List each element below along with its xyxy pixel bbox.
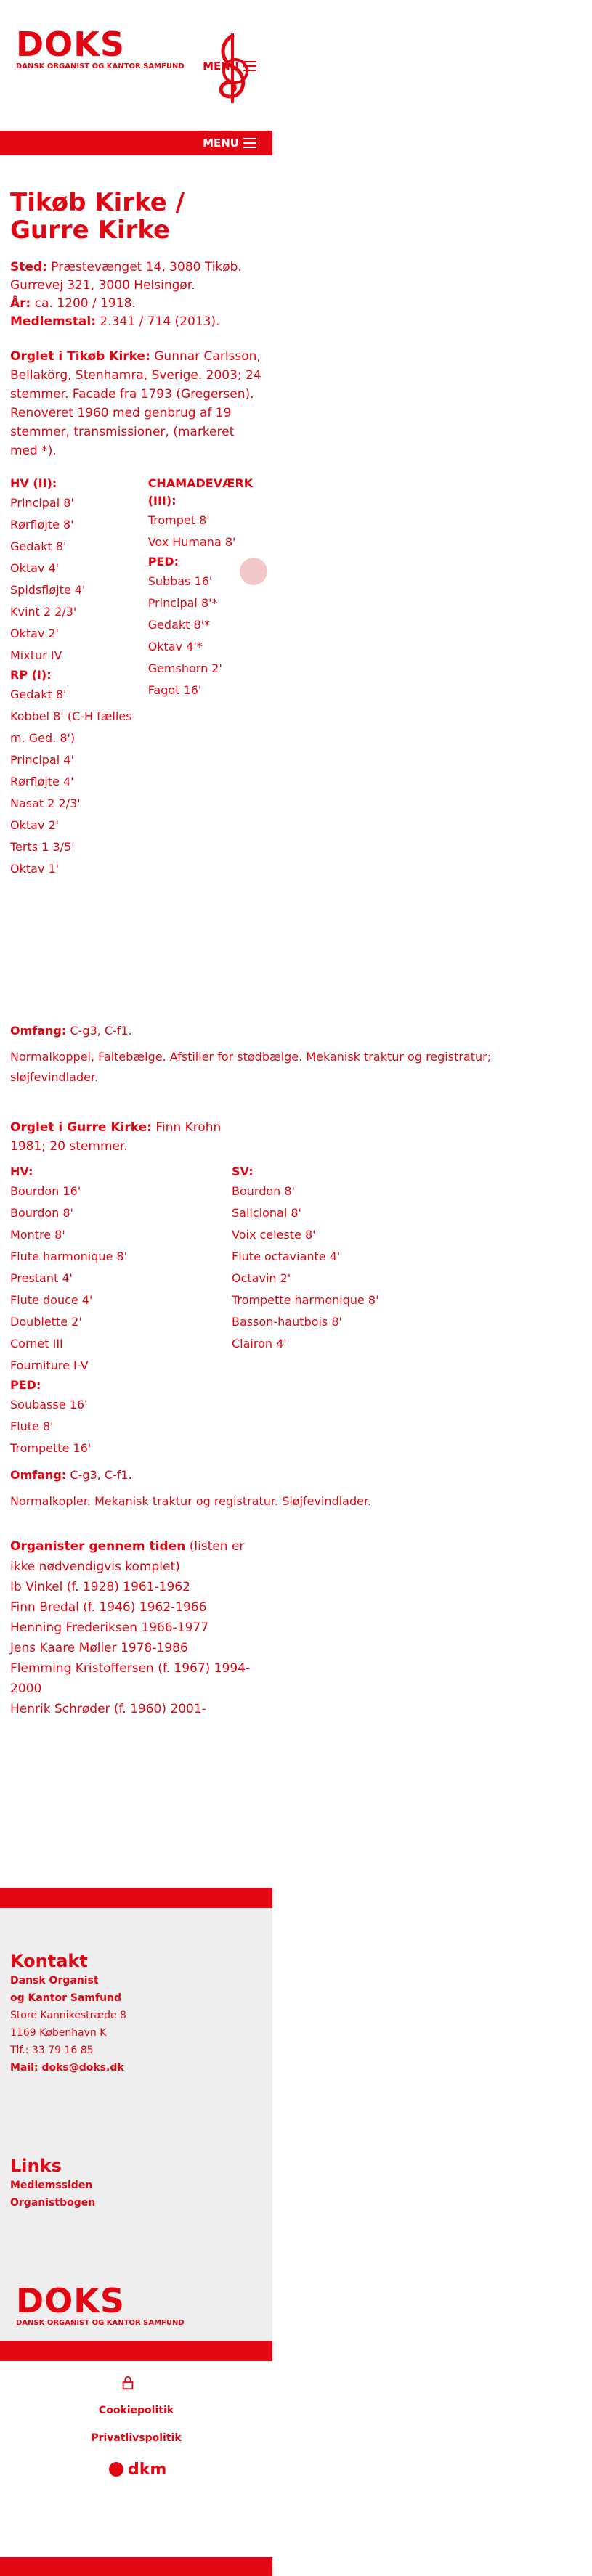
- stop: Trompet 8': [147, 513, 210, 527]
- main-content: [10, 189, 264, 880]
- organist-item: Finn Bredal (f. 1946) 1962-1966: [10, 1600, 207, 1615]
- footer-bottom-bar: [0, 2341, 272, 2361]
- legal-footer: [0, 2361, 272, 2557]
- stop: Flute harmonique 8': [10, 1250, 127, 1263]
- menu-button[interactable]: [203, 60, 256, 73]
- stop: Salicional 8': [232, 1206, 301, 1220]
- stop: Oktav 1': [10, 862, 60, 876]
- org-name-line1: Dansk Organist: [10, 1975, 99, 1986]
- header-icons: [214, 10, 262, 29]
- tikob-stoplist: [10, 475, 264, 880]
- tikob-mechanics-note: Normalkoppel, Faltebælge. Afstiller for stødbælge. Mekanisk traktur og registratur; sløjfevindlader.: [10, 1050, 492, 1084]
- stop: Oktav 2': [10, 627, 60, 640]
- search-icon[interactable]: [243, 10, 262, 29]
- stop: Subbas 16': [147, 574, 213, 588]
- stop: Flute 8': [10, 1419, 54, 1433]
- gurre-mechanics-note: Normalkopler. Mekanisk traktur og registratur. Sløjfevindlader.: [10, 1494, 372, 1508]
- division-hv: HV: Bourdon 16' Bourdon 8' Montre 8' Flute harmonique 8' Prestant 4' Flute douce 4' Doublette 2' Cornet III Fourniture I-V: [10, 1163, 232, 1377]
- organist-item: Ib Vinkel (f. 1928) 1961-1962: [10, 1580, 190, 1594]
- cookie-policy-link[interactable]: Cookiepolitik: [98, 2405, 174, 2416]
- dkm-dot-icon: [109, 2462, 123, 2477]
- stop: Spidsfløjte 4': [10, 583, 86, 597]
- org-name-line2: og Kantor Samfund: [10, 1992, 122, 2004]
- organists-section: [10, 1536, 272, 1719]
- tikob-stops-left: [10, 475, 148, 880]
- stop: Flute douce 4': [10, 1293, 93, 1307]
- division-ped: PED: Soubasse 16' Flute 8' Trompette 16': [10, 1377, 232, 1459]
- stop: Mixtur IV: [10, 648, 62, 662]
- gurre-stoplist: [10, 1163, 584, 1459]
- stop: Bourdon 16': [10, 1184, 81, 1198]
- address-line2: 1169 København K: [10, 2027, 107, 2039]
- page-title: Tikøb Kirke / Gurre Kirke: [10, 188, 185, 245]
- scroll-indicator[interactable]: [240, 558, 267, 585]
- gurre-range-note: Omfang: C-g3, C-f1.: [10, 1468, 132, 1482]
- division-sv: SV: Bourdon 8' Salicional 8' Voix celeste 8' Flute octaviante 4' Octavin 2' Trompette harmonique 8' Basson-hautbois 8' Clairon 4': [232, 1163, 450, 1355]
- stop: Voix celeste 8': [232, 1228, 316, 1242]
- division-hv-ii: HV (II): Principal 8' Rørfløjte 8' Gedakt 8' Oktav 4' Spidsfløjte 4' Kvint 2 2/3' Oktav 2' Mixtur IV: [10, 475, 148, 667]
- footer-contact: [10, 1950, 257, 2076]
- stop: Gemshorn 2': [147, 661, 222, 675]
- organist-item: Henrik Schrøder (f. 1960) 2001-: [10, 1702, 206, 1716]
- stop: Principal 4': [10, 753, 74, 767]
- page-column: [0, 0, 272, 876]
- info-members: Medlemstal: 2.341 / 714 (2013).: [10, 314, 220, 329]
- gurre-stops-right: [232, 1163, 450, 1459]
- hamburger-icon: [243, 61, 256, 71]
- logo-wordmark: DOKS: [16, 25, 126, 64]
- stop: Gedakt 8': [10, 688, 67, 701]
- organist-item: Jens Kaare Møller 1978-1986: [10, 1641, 188, 1655]
- stop: Nasat 2 2/3': [10, 796, 81, 810]
- dkm-logo[interactable]: [109, 2458, 174, 2480]
- stop: Octavin 2': [232, 1271, 291, 1285]
- stop: Bourdon 8': [232, 1184, 295, 1198]
- info-year: År: ca. 1200 / 1918.: [10, 296, 136, 311]
- gurre-organ-section: [10, 1118, 584, 1719]
- stop: Montre 8': [10, 1228, 65, 1242]
- lock-icon[interactable]: [214, 10, 233, 29]
- menu-bar: [0, 131, 272, 155]
- church-info: [10, 258, 264, 331]
- stop: Doublette 2': [10, 1315, 82, 1329]
- division-ped: PED: Subbas 16' Principal 8'* Gedakt 8'* Oktav 4'* Gemshorn 2' Fagot 16': [148, 553, 264, 701]
- tikob-organ-intro: Orglet i Tikøb Kirke: Gunnar Carlsson, Bellakörg, Stenhamra, Sverige. 2003; 24 stemmer. Facade fra 1793 (Gregersen). Renoveret 1960 med genbrug af 19 stemmer, transmissioner, (markeret med *).: [10, 349, 261, 458]
- mail-link[interactable]: Mail: doks@doks.dk: [10, 2062, 124, 2074]
- site-header: [0, 0, 272, 150]
- info-location: Sted: Præstevænget 14, 3080 Tikøb. Gurrevej 321, 3000 Helsingør.: [10, 260, 242, 293]
- organist-item: Henning Frederiksen 1966-1977: [10, 1621, 209, 1635]
- stop: Gedakt 8'*: [147, 618, 211, 632]
- dkm-label: dkm: [128, 2460, 167, 2479]
- stop: Principal 8'*: [147, 596, 218, 610]
- stop: Rørfløjte 8': [10, 518, 74, 531]
- gurre-stops-left: [10, 1163, 232, 1459]
- stop: Bourdon 8': [10, 1206, 73, 1220]
- privacy-policy-link[interactable]: Privatlivspolitik: [91, 2432, 182, 2444]
- gurre-organ-intro: Orglet i Gurre Kirke: Finn Krohn 1981; 20 stemmer.: [10, 1120, 222, 1154]
- division-rp-i: RP (I): Gedakt 8' Kobbel 8' (C-H fælles m. Ged. 8') Principal 4' Rørfløjte 4' Nasat 2 2/3' Oktav 2' Terts 1 3/5' Oktav 1': [10, 667, 148, 880]
- menu-label: MENU: [203, 60, 239, 73]
- stop: Rørfløjte 4': [10, 775, 74, 788]
- stop: Gedakt 8': [10, 539, 67, 553]
- stop: Clairon 4': [232, 1337, 287, 1350]
- organist-item: Flemming Kristoffersen (f. 1967) 1994-2000: [10, 1661, 251, 1696]
- stop: Kobbel 8' (C-H fælles m. Ged. 8'): [10, 709, 132, 745]
- hamburger-icon: [243, 138, 256, 148]
- stop: Trompette harmonique 8': [232, 1293, 379, 1307]
- stop: Soubasse 16': [10, 1398, 88, 1411]
- lock-icon[interactable]: [120, 2374, 136, 2392]
- footer-logo-subtitle: DANSK ORGANIST OG KANTOR SAMFUND: [16, 2319, 185, 2327]
- stop: Prestant 4': [10, 1271, 73, 1285]
- menu-bar-button[interactable]: [203, 136, 256, 150]
- address-line1: Store Kannikestræde 8: [10, 2010, 126, 2021]
- phone[interactable]: Tlf.: 33 79 16 85: [10, 2045, 94, 2056]
- stop: Fourniture I-V: [10, 1358, 89, 1372]
- footer-logo-wordmark: DOKS: [16, 2281, 126, 2320]
- contact-title: Kontakt: [10, 1951, 88, 1971]
- tikob-stops-right: [148, 475, 264, 880]
- stop: Vox Humana 8': [147, 535, 236, 549]
- stop: Flute octaviante 4': [232, 1250, 341, 1263]
- bottom-bar: [0, 2557, 272, 2576]
- footer-links: [10, 2155, 257, 2212]
- links-title: Links: [10, 2156, 62, 2176]
- link-organistbogen[interactable]: Organistbogen: [10, 2197, 96, 2209]
- menu-bar-label: MENU: [203, 136, 239, 150]
- stop: Cornet III: [10, 1337, 63, 1350]
- footer-top-bar: [0, 1888, 272, 1908]
- stop: Principal 8': [10, 496, 74, 510]
- logo-subtitle: DANSK ORGANIST OG KANTOR SAMFUND: [16, 62, 185, 70]
- stop: Terts 1 3/5': [10, 840, 75, 854]
- site-footer: [0, 1908, 272, 2341]
- stop: Kvint 2 2/3': [10, 605, 77, 619]
- stop: Oktav 4': [10, 561, 60, 575]
- tikob-organ-section: [10, 347, 264, 880]
- stop: Oktav 2': [10, 818, 60, 832]
- organists-intro: Organister gennem tiden (listen er ikke nødvendigvis komplet): [10, 1539, 245, 1574]
- stop: Basson-hautbois 8': [232, 1315, 342, 1329]
- stop: Oktav 4'*: [147, 640, 203, 653]
- tikob-range-note: Omfang: C-g3, C-f1. Normalkoppel, Faltebælge. Afstiller for stødbælge. Mekanisk traktur og registratur; sløjfevindlader.: [10, 1015, 577, 1088]
- stop: Fagot 16': [147, 683, 202, 697]
- link-medlemssiden[interactable]: Medlemssiden: [10, 2180, 93, 2191]
- division-chamadevaerk: CHAMADEVÆRK (III): Trompet 8' Vox Humana 8': [148, 475, 264, 553]
- stop: Trompette 16': [10, 1441, 92, 1455]
- footer-logo[interactable]: [16, 2281, 256, 2327]
